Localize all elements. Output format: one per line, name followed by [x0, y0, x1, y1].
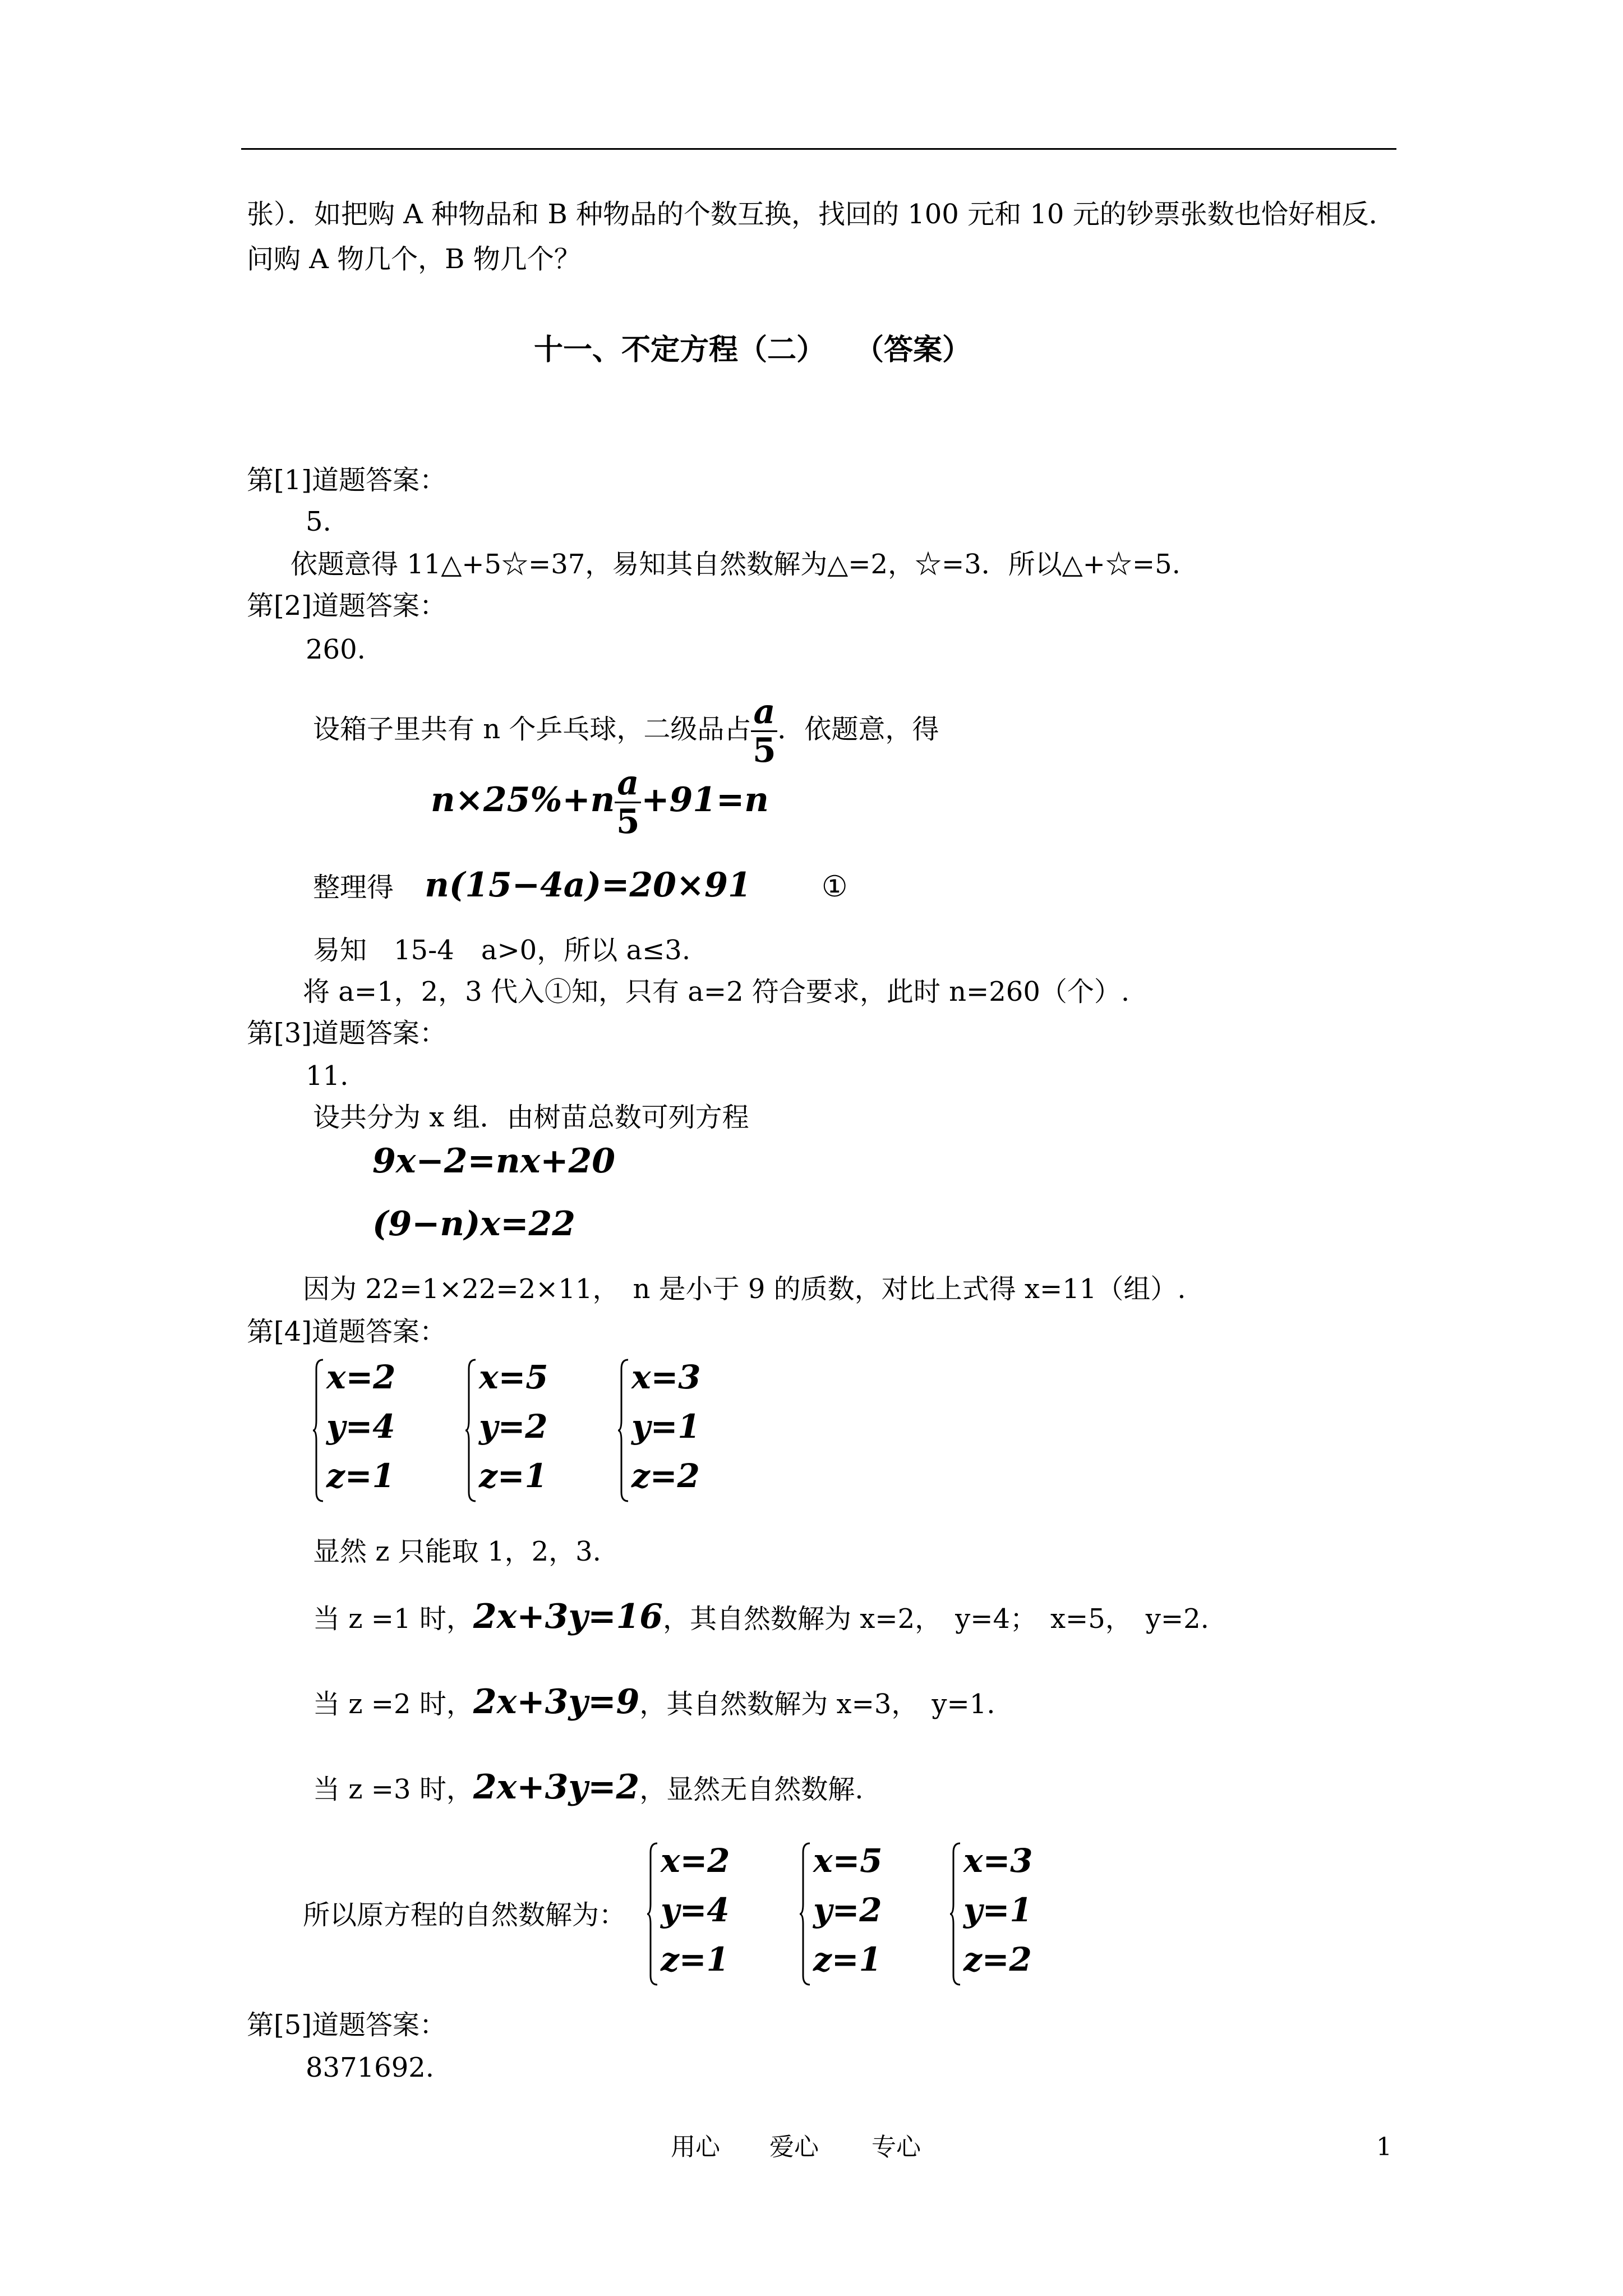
q4-z-values: 显然 z 只能取 1，2，3. — [313, 1536, 601, 1567]
q5-heading: 第[5]道题答案： — [247, 2009, 446, 2041]
intro-line-1: 张）．如把购 A 种物品和 B 种物品的个数互换，找回的 100 元和 10 元的钞票张数也恰好相反． — [247, 199, 1396, 230]
left-brace-icon — [799, 1841, 812, 1987]
q3-conclusion: 因为 22=1×22=2×11， n 是小于 9 的质数，对比上式得 x=11（组）. — [303, 1273, 1186, 1305]
q1-explanation: 依题意得 11△+5☆=37，易知其自然数解为△=2，☆=3．所以△+☆=5. — [291, 549, 1181, 580]
left-brace-icon — [464, 1358, 478, 1503]
q4-final-label: 所以原方程的自然数解为： — [303, 1899, 626, 1931]
left-brace-icon — [312, 1358, 325, 1503]
q2-equation-2: n(15−4a)=20×91 — [425, 866, 751, 905]
q3-equation-2: (9−n)x=22 — [372, 1204, 575, 1244]
q2-setup-prefix: 设箱子里共有 n 个乒乓球，二级品占 — [313, 714, 751, 745]
page-number: 1 — [1376, 2133, 1392, 2161]
q2-equation-1: n×25%+n $\frac{a}{5}$ +91=n — [431, 763, 769, 841]
q4-case-3: 当 z =3 时，2x+3y=2，显然无自然数解. — [313, 1768, 864, 1807]
q4-heading: 第[4]道题答案： — [247, 1316, 446, 1347]
left-brace-icon — [949, 1841, 962, 1987]
left-brace-icon — [617, 1358, 630, 1503]
footer-slogan-1: 用心 — [671, 2133, 720, 2161]
fraction-a-over-5-eq: $\frac{a}{5}$ — [615, 765, 641, 840]
q1-answer: 5. — [306, 506, 331, 537]
q2-substitute: 将 a=1，2，3 代入①知，只有 a=2 符合要求，此时 n=260（个）. — [303, 976, 1130, 1007]
q4-case-1: 当 z =1 时，2x+3y=16，其自然数解为 x=2， y=4； x=5， y=2. — [313, 1597, 1209, 1636]
q2-setup-suffix: ．依题意，得 — [777, 714, 939, 745]
q2-arrange — [313, 863, 848, 910]
circled-one-marker: ① — [821, 870, 848, 904]
intro-line-2: 问购 A 物几个，B 物几个？ — [247, 243, 581, 275]
q3-setup: 设共分为 x 组．由树苗总数可列方程 — [313, 1102, 749, 1133]
q4-case-2: 当 z =2 时，2x+3y=9，其自然数解为 x=3， y=1. — [313, 1682, 995, 1722]
q2-setup — [313, 690, 939, 769]
fraction-a-over-5: $\frac{a}{5}$ — [751, 693, 777, 769]
q1-heading: 第[1]道题答案： — [247, 464, 446, 496]
footer-slogan-3: 专心 — [872, 2133, 921, 2161]
footer-slogan-2: 爱心 — [769, 2133, 819, 2161]
q3-heading: 第[3]道题答案： — [247, 1018, 446, 1049]
left-brace-icon — [646, 1841, 660, 1987]
header-rule — [241, 148, 1396, 150]
q2-known: 易知 15-4 a>0，所以 a≤3. — [313, 935, 691, 966]
section-title: 十一、不定方程（二） （答案） — [534, 333, 972, 367]
q2-answer: 260. — [306, 634, 366, 665]
q3-answer: 11. — [306, 1060, 349, 1092]
q3-equation-1: 9x−2=nx+20 — [372, 1142, 615, 1181]
q2-heading: 第[2]道题答案： — [247, 590, 446, 622]
q2-arrange-label: 整理得 — [313, 872, 394, 903]
q5-answer: 8371692. — [306, 2052, 435, 2083]
